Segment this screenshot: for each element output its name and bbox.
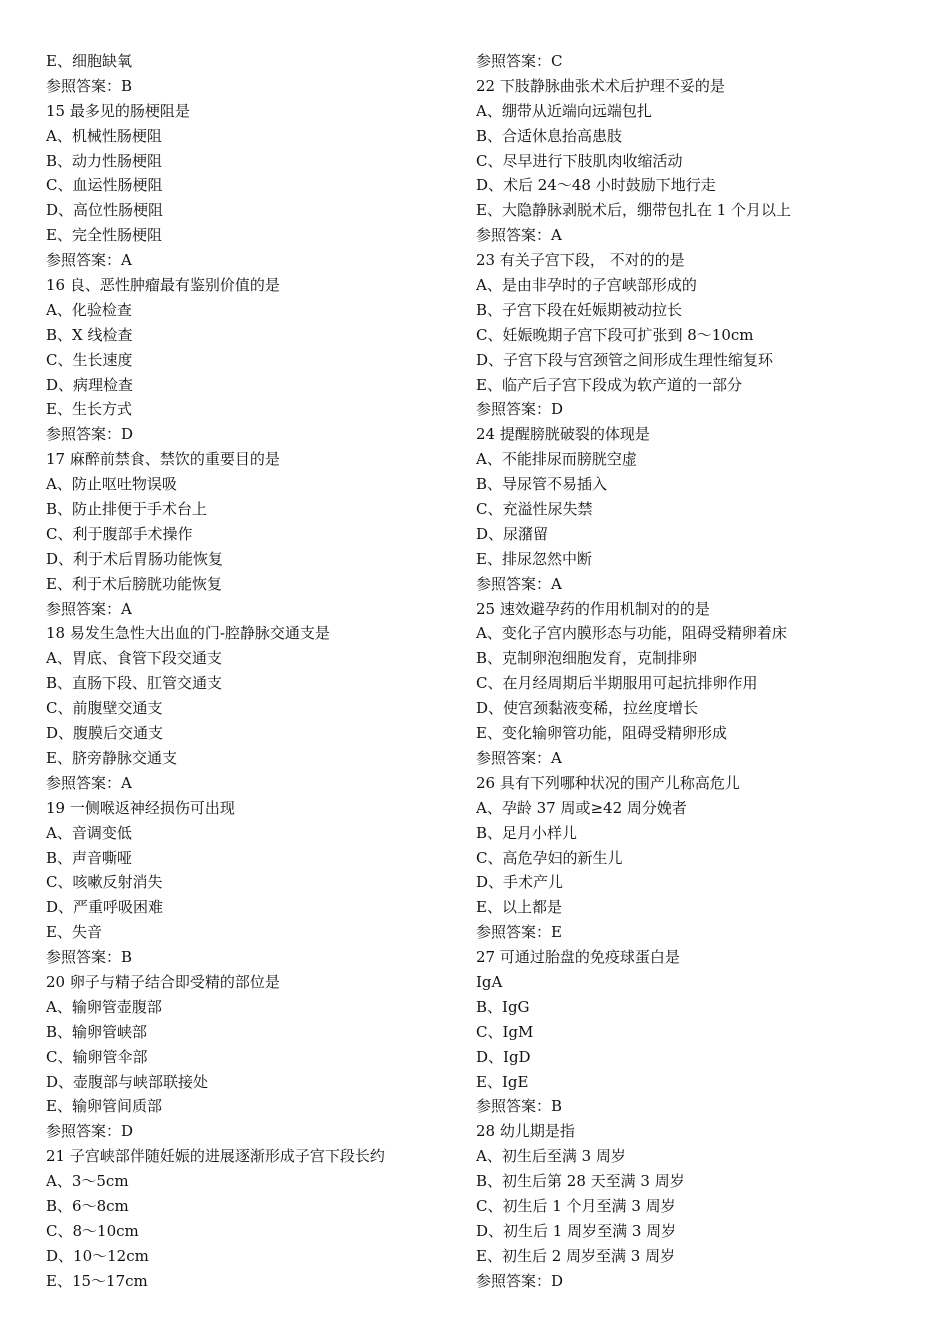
answer-line: 参照答案：B <box>476 1097 563 1116</box>
option-line: C、初生后 1 个月至满 3 周岁 <box>476 1196 676 1215</box>
option-line: C、输卵管伞部 <box>46 1047 148 1066</box>
option-line: E、完全性肠梗阻 <box>46 226 162 245</box>
option-line: A、绷带从近端向远端包扎 <box>476 101 652 120</box>
option-line: B、6～8cm <box>46 1196 129 1215</box>
question-line: 26 具有下列哪种状况的围产儿称高危儿 <box>476 773 740 792</box>
question-line: 28 幼儿期是指 <box>476 1122 575 1141</box>
option-line: D、尿潴留 <box>476 524 549 543</box>
option-line: D、10～12cm <box>46 1246 149 1265</box>
answer-line: 参照答案：A <box>46 773 132 792</box>
option-line: D、腹膜后交通支 <box>46 724 164 743</box>
option-line: D、子宫下段与宫颈管之间形成生理性缩复环 <box>476 350 774 369</box>
option-line: C、IgM <box>476 1022 534 1041</box>
option-line: E、利于术后膀胱功能恢复 <box>46 574 222 593</box>
question-line: 20 卵子与精子结合即受精的部位是 <box>46 972 280 991</box>
option-line: A、胃底、食管下段交通支 <box>46 649 222 668</box>
option-line: B、动力性肠梗阻 <box>46 151 163 170</box>
answer-line: 参照答案：A <box>476 226 562 245</box>
option-line: D、使宫颈黏液变稀，拉丝度增长 <box>476 699 699 718</box>
option-line: C、充溢性尿失禁 <box>476 500 593 519</box>
option-line: B、输卵管峡部 <box>46 1022 148 1041</box>
answer-line: 参照答案：D <box>476 400 564 419</box>
question-line: 18 易发生急性大出血的门-腔静脉交通支是 <box>46 624 330 643</box>
option-line: C、尽早进行下肢肌肉收缩活动 <box>476 151 683 170</box>
answer-line: 参照答案：A <box>476 574 562 593</box>
option-line: B、导尿管不易插入 <box>476 475 608 494</box>
answer-line: 参照答案：A <box>46 251 132 270</box>
option-line: E、输卵管间质部 <box>46 1097 162 1116</box>
right-column <box>476 49 886 1294</box>
option-line: E、初生后 2 周岁至满 3 周岁 <box>476 1246 676 1265</box>
option-line: B、克制卵泡细胞发育，克制排卵 <box>476 649 698 668</box>
option-line: D、初生后 1 周岁至满 3 周岁 <box>476 1221 677 1240</box>
option-line: D、严重呼吸困难 <box>46 898 164 917</box>
option-line: E、失音 <box>46 923 102 942</box>
answer-line: 参照答案：C <box>476 52 563 70</box>
option-line: D、高位性肠梗阻 <box>46 201 164 220</box>
option-line: D、病理检查 <box>46 375 134 394</box>
answer-line: 参照答案：D <box>476 1271 564 1290</box>
question-line: 21 子宫峡部伴随妊娠的进展逐渐形成子宫下段长约 <box>46 1147 385 1166</box>
question-line: 25 速效避孕药的作用机制对的的是 <box>476 599 710 618</box>
option-line: A、音调变低 <box>46 823 132 842</box>
option-line: B、合适休息抬高患肢 <box>476 126 623 145</box>
option-line: C、血运性肠梗阻 <box>46 176 163 195</box>
option-line: D、手术产儿 <box>476 873 564 892</box>
option-line: A、化验检查 <box>46 300 132 319</box>
option-line: B、声音嘶哑 <box>46 848 133 867</box>
option-line: C、妊娠晚期子宫下段可扩张到 8～10cm <box>476 325 754 344</box>
option-line: A、不能排尿而膀胱空虚 <box>476 450 637 469</box>
option-line: E、大隐静脉剥脱术后，绷带包扎在 1 个月以上 <box>476 201 792 220</box>
question-line: 15 最多见的肠梗阻是 <box>46 101 190 120</box>
option-line: A、防止呕吐物误吸 <box>46 475 177 494</box>
option-line: D、壶腹部与峡部联接处 <box>46 1072 209 1091</box>
answer-line: 参照答案：A <box>46 599 132 618</box>
answer-line: 参照答案：D <box>46 1122 134 1141</box>
option-line: E、变化输卵管功能，阻碍受精卵形成 <box>476 724 727 743</box>
option-line: A、机械性肠梗阻 <box>46 126 162 145</box>
option-line: D、利于术后胃肠功能恢复 <box>46 549 224 568</box>
option-line: E、脐旁静脉交通支 <box>46 748 177 767</box>
question-line: 22 下肢静脉曲张术术后护理不妥的是 <box>476 76 725 95</box>
option-line: C、前腹壁交通支 <box>46 699 163 718</box>
option-line: C、生长速度 <box>46 350 133 369</box>
question-line: 23 有关子宫下段， 不对的的是 <box>476 251 685 270</box>
answer-line: 参照答案：D <box>46 425 134 444</box>
option-line: A、是由非孕时的子宫峡部形成的 <box>476 276 697 295</box>
option-line: C、利于腹部手术操作 <box>46 524 193 543</box>
question-line: 17 麻醉前禁食、禁饮的重要目的是 <box>46 450 280 469</box>
question-line: 16 良、恶性肿瘤最有鉴别价值的是 <box>46 276 280 295</box>
answer-line: 参照答案：B <box>46 76 133 95</box>
option-line: C、高危孕妇的新生儿 <box>476 848 623 867</box>
option-line: C、在月经周期后半期服用可起抗排卵作用 <box>476 674 758 693</box>
option-line: A、孕龄 37 周或≥42 周分娩者 <box>476 798 687 817</box>
option-line: B、防止排便于手术台上 <box>46 500 208 519</box>
answer-line: 参照答案：A <box>476 748 562 767</box>
option-line: C、咳嗽反射消失 <box>46 873 163 892</box>
option-line: E、生长方式 <box>46 400 132 419</box>
left-column <box>46 49 456 1294</box>
question-line: 24 提醒膀胱破裂的体现是 <box>476 425 650 444</box>
option-line: E、排尿忽然中断 <box>476 549 592 568</box>
option-line: D、IgD <box>476 1047 531 1066</box>
option-line: E、IgE <box>476 1072 529 1091</box>
option-line: E、以上都是 <box>476 898 562 917</box>
option-line: E、细胞缺氧 <box>46 52 132 70</box>
option-line: E、临产后子宫下段成为软产道的一部分 <box>476 375 742 394</box>
option-line: E、15～17cm <box>46 1271 148 1290</box>
option-line: A、3～5cm <box>46 1172 129 1191</box>
option-line: B、子宫下段在妊娠期被动拉长 <box>476 300 683 319</box>
answer-line: 参照答案：E <box>476 923 562 942</box>
option-line: A、变化子宫内膜形态与功能，阻碍受精卵着床 <box>476 624 787 643</box>
option-line: B、IgG <box>476 997 530 1016</box>
question-line: 27 可通过胎盘的免疫球蛋白是 <box>476 948 680 967</box>
option-line: IgA <box>476 972 503 991</box>
question-line: 19 一侧喉返神经损伤可出现 <box>46 798 235 817</box>
option-line: C、8～10cm <box>46 1221 139 1240</box>
option-line: A、初生后至满 3 周岁 <box>476 1147 626 1166</box>
option-line: A、输卵管壶腹部 <box>46 997 162 1016</box>
option-line: B、直肠下段、肛管交通支 <box>46 674 223 693</box>
option-line: B、足月小样儿 <box>476 823 578 842</box>
answer-line: 参照答案：B <box>46 948 133 967</box>
option-line: D、术后 24～48 小时鼓励下地行走 <box>476 176 716 195</box>
option-line: B、初生后第 28 天至满 3 周岁 <box>476 1172 685 1191</box>
option-line: B、X 线检查 <box>46 325 133 344</box>
